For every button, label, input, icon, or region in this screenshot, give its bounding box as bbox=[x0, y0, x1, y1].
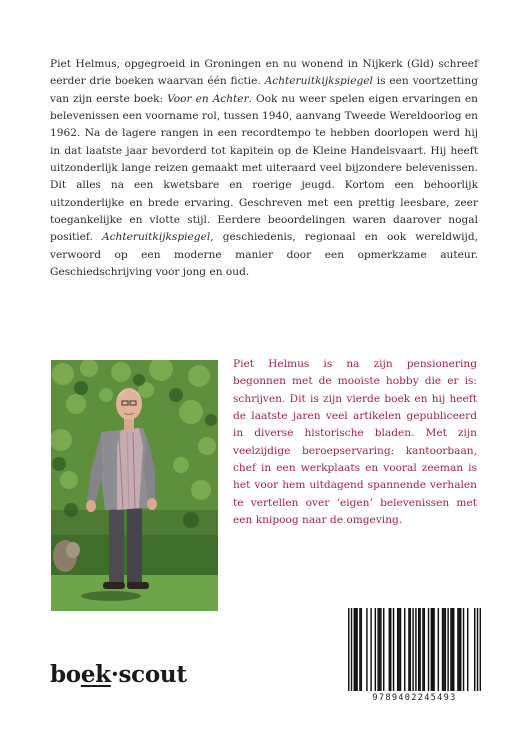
barcode-bar bbox=[424, 608, 425, 691]
barcode-bar bbox=[354, 608, 355, 691]
blurb-text-2: is een voortzetting van zijn eerste boek: bbox=[50, 75, 478, 105]
barcode-bar bbox=[356, 608, 357, 691]
publisher-logo bbox=[50, 661, 187, 688]
barcode-bar bbox=[410, 608, 411, 691]
book-description bbox=[50, 56, 478, 281]
barcode-bar bbox=[380, 608, 381, 691]
barcode-bar bbox=[438, 608, 439, 691]
barcode-bar bbox=[463, 608, 464, 691]
barcode-bar bbox=[393, 608, 394, 691]
barcode-bar bbox=[418, 608, 419, 691]
barcode-bar bbox=[383, 608, 384, 691]
barcode-bar bbox=[422, 608, 423, 691]
barcode-bar bbox=[375, 608, 376, 691]
barcode-bar bbox=[377, 608, 378, 691]
book-title-1: Achteruitkijkspiegel bbox=[264, 75, 373, 88]
barcode-bar bbox=[445, 608, 446, 691]
barcode-bar bbox=[408, 608, 409, 691]
logo-dot: · bbox=[110, 661, 119, 688]
logo-text-scout: scout bbox=[118, 661, 187, 688]
barcode-bar bbox=[433, 608, 434, 691]
barcode-bar bbox=[397, 608, 398, 691]
isbn-number: 9789402245493 bbox=[372, 693, 457, 703]
barcode-bar bbox=[379, 608, 380, 691]
barcode-bar bbox=[447, 608, 448, 691]
logo-text-bo: bo bbox=[50, 661, 81, 688]
barcode-bar bbox=[370, 608, 371, 691]
isbn-barcode bbox=[348, 608, 481, 703]
barcode-bar bbox=[419, 608, 420, 691]
logo-text-ek: ek bbox=[80, 661, 111, 688]
barcode-bar bbox=[348, 608, 349, 691]
barcode-bar bbox=[412, 608, 413, 691]
barcode-bar bbox=[457, 608, 458, 691]
author-bio: Piet Helmus is na zijn pensionering begonnen met de mooiste hobby die er is: schrijven. Dit is zijn vierde boek en hij heeft de laatste jaren veel artikelen gepubliceerd in diverse historische bladen. Met zijn veelzijdige beroepservaring: kantoorbaan, chef in een werkplaats en vooral zeeman is het voor hem uitdagend spannende verhalen te vertellen over ‘eigen’ belevenissen met een knipoog naar de omgeving. bbox=[233, 358, 477, 527]
barcode-bar bbox=[453, 608, 454, 691]
blurb-text-1: Piet Helmus, opgegroeid in Groningen en nu wonend in Nijkerk (Gld) schreef eerder drie boeken waarvan één fictie. bbox=[50, 58, 478, 88]
barcode-bar bbox=[351, 608, 352, 691]
blurb-text-4: , geschiedenis, regionaal en ook wereldwijd, verwoord op een moderne manier door een opmerkzame auteur. Geschiedschrijving voor jong en oud. bbox=[50, 231, 478, 279]
blurb-text-3: . Ook nu weer spelen eigen ervaringen en belevenissen een voorname rol, tussen 1940, aanvang Tweede Wereldoorlog en 1962. Na de lagere rangen in een recordtempo te hebben doorlopen werd hij in dat laatste jaar bevorderd tot kapitein op de Kleine Handelsvaart. Hij heeft uitzonderlijk lange reizen gemaakt met uiteraard veel bijzondere belevenissen. Dit alles na een kwetsbare en roerige jeugd. Kortom een behoorlijk uitzonderlijke en brede ervaring. Geschreven met een prettig leesbare, zeer toegankelijke en vlotte stijl. Eerdere beoordelingen waren daarover nogal positief. bbox=[50, 92, 479, 244]
author-photo bbox=[51, 360, 218, 611]
barcode-bar bbox=[443, 608, 444, 691]
barcode-bar bbox=[480, 608, 481, 691]
barcode-bar bbox=[467, 608, 468, 691]
barcode-bar bbox=[398, 608, 399, 691]
barcode-bar bbox=[359, 608, 360, 691]
barcode-bar bbox=[477, 608, 478, 691]
barcode-bar bbox=[431, 608, 432, 691]
barcode-bar bbox=[415, 608, 416, 691]
barcode-bar bbox=[442, 608, 443, 691]
barcode-bar bbox=[452, 608, 453, 691]
barcode-bar bbox=[404, 608, 405, 691]
barcode-bar bbox=[460, 608, 461, 691]
barcode-bar bbox=[450, 608, 451, 691]
barcode-bar bbox=[361, 608, 362, 691]
barcode bbox=[348, 608, 481, 691]
book-title-2: Voor en Achter bbox=[167, 92, 249, 105]
barcode-bar bbox=[389, 608, 390, 691]
barcode-bar bbox=[432, 608, 433, 691]
barcode-bar bbox=[459, 608, 460, 691]
book-title-3: Achteruitkijkspiegel bbox=[101, 231, 211, 244]
barcode-bar bbox=[355, 608, 356, 691]
barcode-bar bbox=[474, 608, 475, 691]
barcode-bar bbox=[428, 608, 429, 691]
barcode-bar bbox=[390, 608, 391, 691]
barcode-bar bbox=[400, 608, 401, 691]
barcode-bar bbox=[366, 608, 367, 691]
